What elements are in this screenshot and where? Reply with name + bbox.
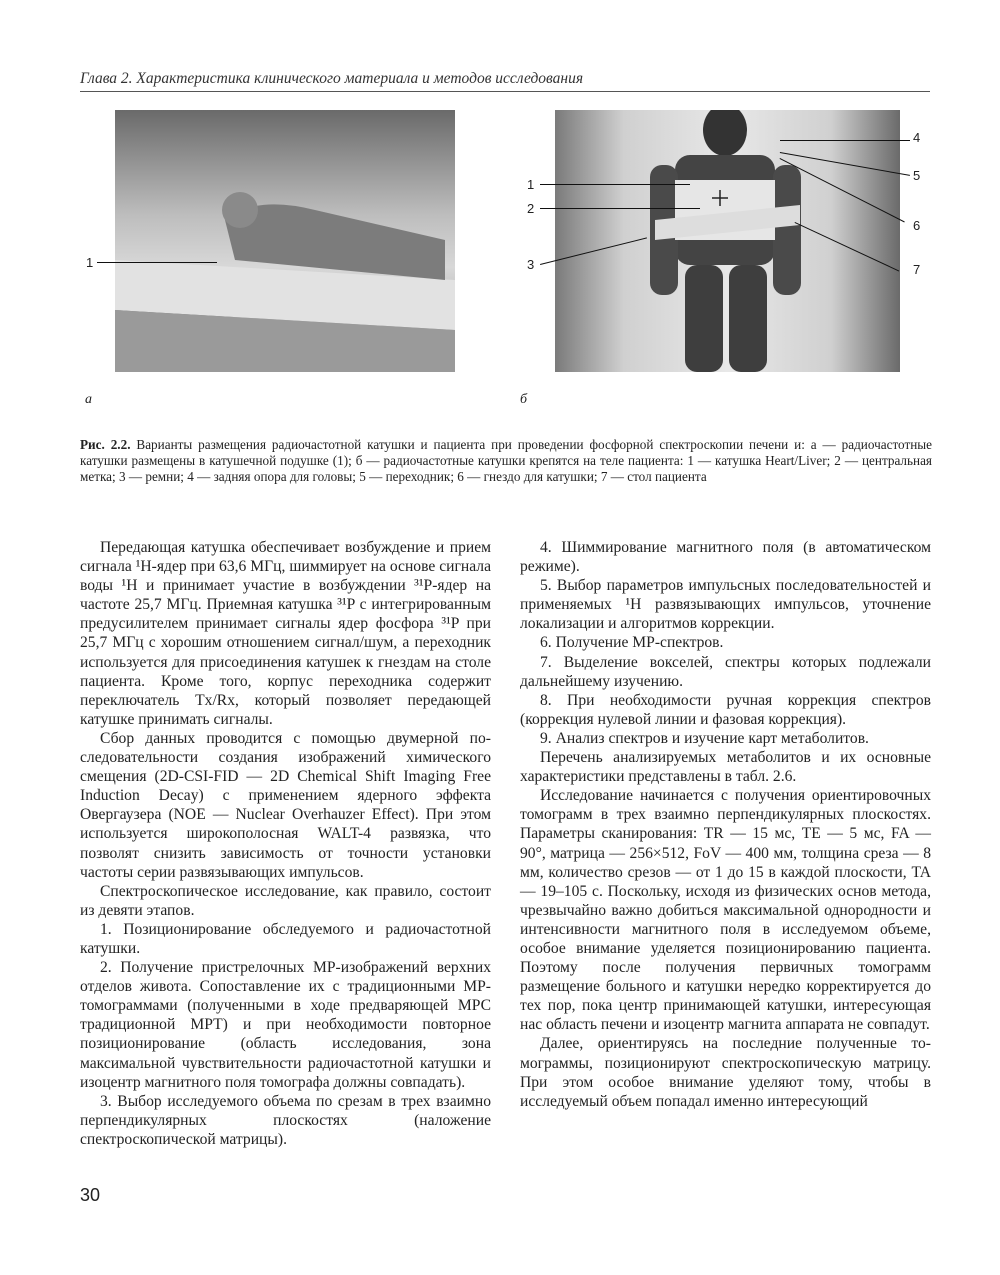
paragraph: 5. Выбор параметров импульсных последовательностей и применяемых ¹H развязывающих импульсов, уточнение локализации и алгоритмов коррекции. [520,577,931,633]
paragraph: 6. Получение МР-спектров. [540,634,724,652]
panel-b-label: б [520,392,528,407]
callout-b-6: 6 [913,218,921,233]
patient-with-body-coil-illustration [555,110,900,372]
callout-line [540,208,700,209]
right-text-column [520,538,931,1111]
paragraph: Передающая катушка обеспечивает возбуждение и прием сигнала ¹H-ядер при 63,6 МГц, шиммирует на основе сигнала воды ¹H и принимает участие в возбуждении ³¹P-ядер на частоте 25,7 МГц. Приемная катушка ³¹P с интегрированным предусилителем принимает сигналы ядер фосфора ³¹P при 25,7 МГц с хорошим отношением сигнал/шум, а переходник используется для присоединения катушек к гнездам на столе пациента. Кроме того, корпус переходника содержит переключатель Tx/Rx, который позволяет передающей катушке принимать сигналы. [80,539,491,728]
paragraph: Сбор данных проводится с помощью двумерной последовательности создания изображений химического смещения (2D-CSI-FID — 2D Chemical Shift Imaging Free Induction Decay) с применением ядерного эффекта Овергаузера (NOE — Nuclear Overhauzer Effect). При этом используется широкополосная WALT-4 развязка, что позволят снизить зависимость от точности установки частоты серии развязывающих импульсов. [80,729,491,881]
paragraph: Далее, ориентируясь на последние полученные томограммы, позиционируют спектроскопическую матрицу. При этом особое внимание уделяют тому, чтобы в исследуемый объем попадал именно интересующий [520,1035,931,1110]
page-number: 30 [80,1185,101,1205]
paragraph: 7. Выделение вокселей, спектры которых подлежали дальнейшему изучению. [520,653,931,690]
paragraph: 9. Анализ спектров и изучение карт метаболитов. [540,729,869,747]
patient-on-coil-cushion-illustration [115,110,455,372]
caption-text: Варианты размещения радиочастотной катушки и пациента при проведении фосфорной спектроскопии печени и: а — радиочастотные катушки размещены в катушечной подушке (1); б — радиочастотные катушки крепятся на теле пациента: 1 — катушка Heart/Liver; 2 — центральная метка; 3 — ремни; 4 — задняя опора для головы; 5 — переходник; 6 — гнездо для катушки; 7 — стол пациента [80,437,932,484]
paragraph: 8. При необходимости ручная коррекция спектров (коррекция нулевой линии и фазовая коррекция). [520,691,931,728]
callout-b-1: 1 [527,177,535,192]
paragraph: Спектроскопическое исследование, как правило, состоит из девяти этапов. [80,882,491,919]
paragraph: Перечень анализируемых метаболитов и их основные характеристики представлены в табл. 2.6. [520,749,931,786]
caption-label: Рис. 2.2. [80,437,131,452]
callout-line [97,262,217,263]
callout-line [780,140,910,141]
paragraph: 4. Шиммирование магнитного поля (в автоматическом режиме). [520,539,931,576]
panel-a-label: а [85,392,92,407]
callout-line [540,184,690,185]
figure-panel-a-photo [115,110,455,372]
paragraph: 3. Выбор исследуемого объема по срезам в трех взаимно перпендикулярных плоскостях (наложение спектроскопической матрицы). [80,1092,491,1148]
callout-b-5: 5 [913,168,921,183]
left-text-column [80,538,491,1149]
callout-b-2: 2 [527,201,535,216]
paragraph: 1. Позиционирование обследуемого и радиочастотной катушки. [80,920,491,957]
callout-b-3: 3 [527,257,535,272]
callout-a-1: 1 [86,255,94,270]
figure-panel-b-photo [555,110,900,372]
callout-b-4: 4 [913,130,921,145]
paragraph: Исследование начинается с получения ориентировочных томограмм в трех взаимно перпендикулярных плоскостях. Параметры сканирования: TR — 15 мс, TE — 5 мс, FA — 90°, матрица — 256×512, FoV — 400 мм, толщина среза — 8 мм, количество срезов — от 1 до 15 в каждой плоскости, TA — 19–105 с. Поскольку, исходя из физических основ метода, чрезвычайно важно добиться максимальной однородности и интенсивности магнитного поля в исследуемом объеме, особое внимание уделяется позиционированию пациента. Поэтому после получения первичных томограмм размещение больного и катушки нередко корректируется до тех пор, пока центр принимающей катушки, интересующая нас область печени и изоцентр магнита аппарата не совпадут. [520,787,931,1034]
figure-caption [80,437,932,485]
callout-b-7: 7 [913,262,921,277]
running-header: Глава 2. Характеристика клинического материала и методов исследования [80,70,930,92]
paragraph: 2. Получение пристрелочных МР-изображений верхних отделов живота. Сопоставление их с традиционными МР-томограммами (полученными в ходе предваряющей МРС традиционной МРТ) и при необходимости повторное позиционирование (область исследования, зона максимальной чувствительности радиочастотной катушки и изоцентр магнитного поля томографа должны совпадать). [80,959,491,1091]
